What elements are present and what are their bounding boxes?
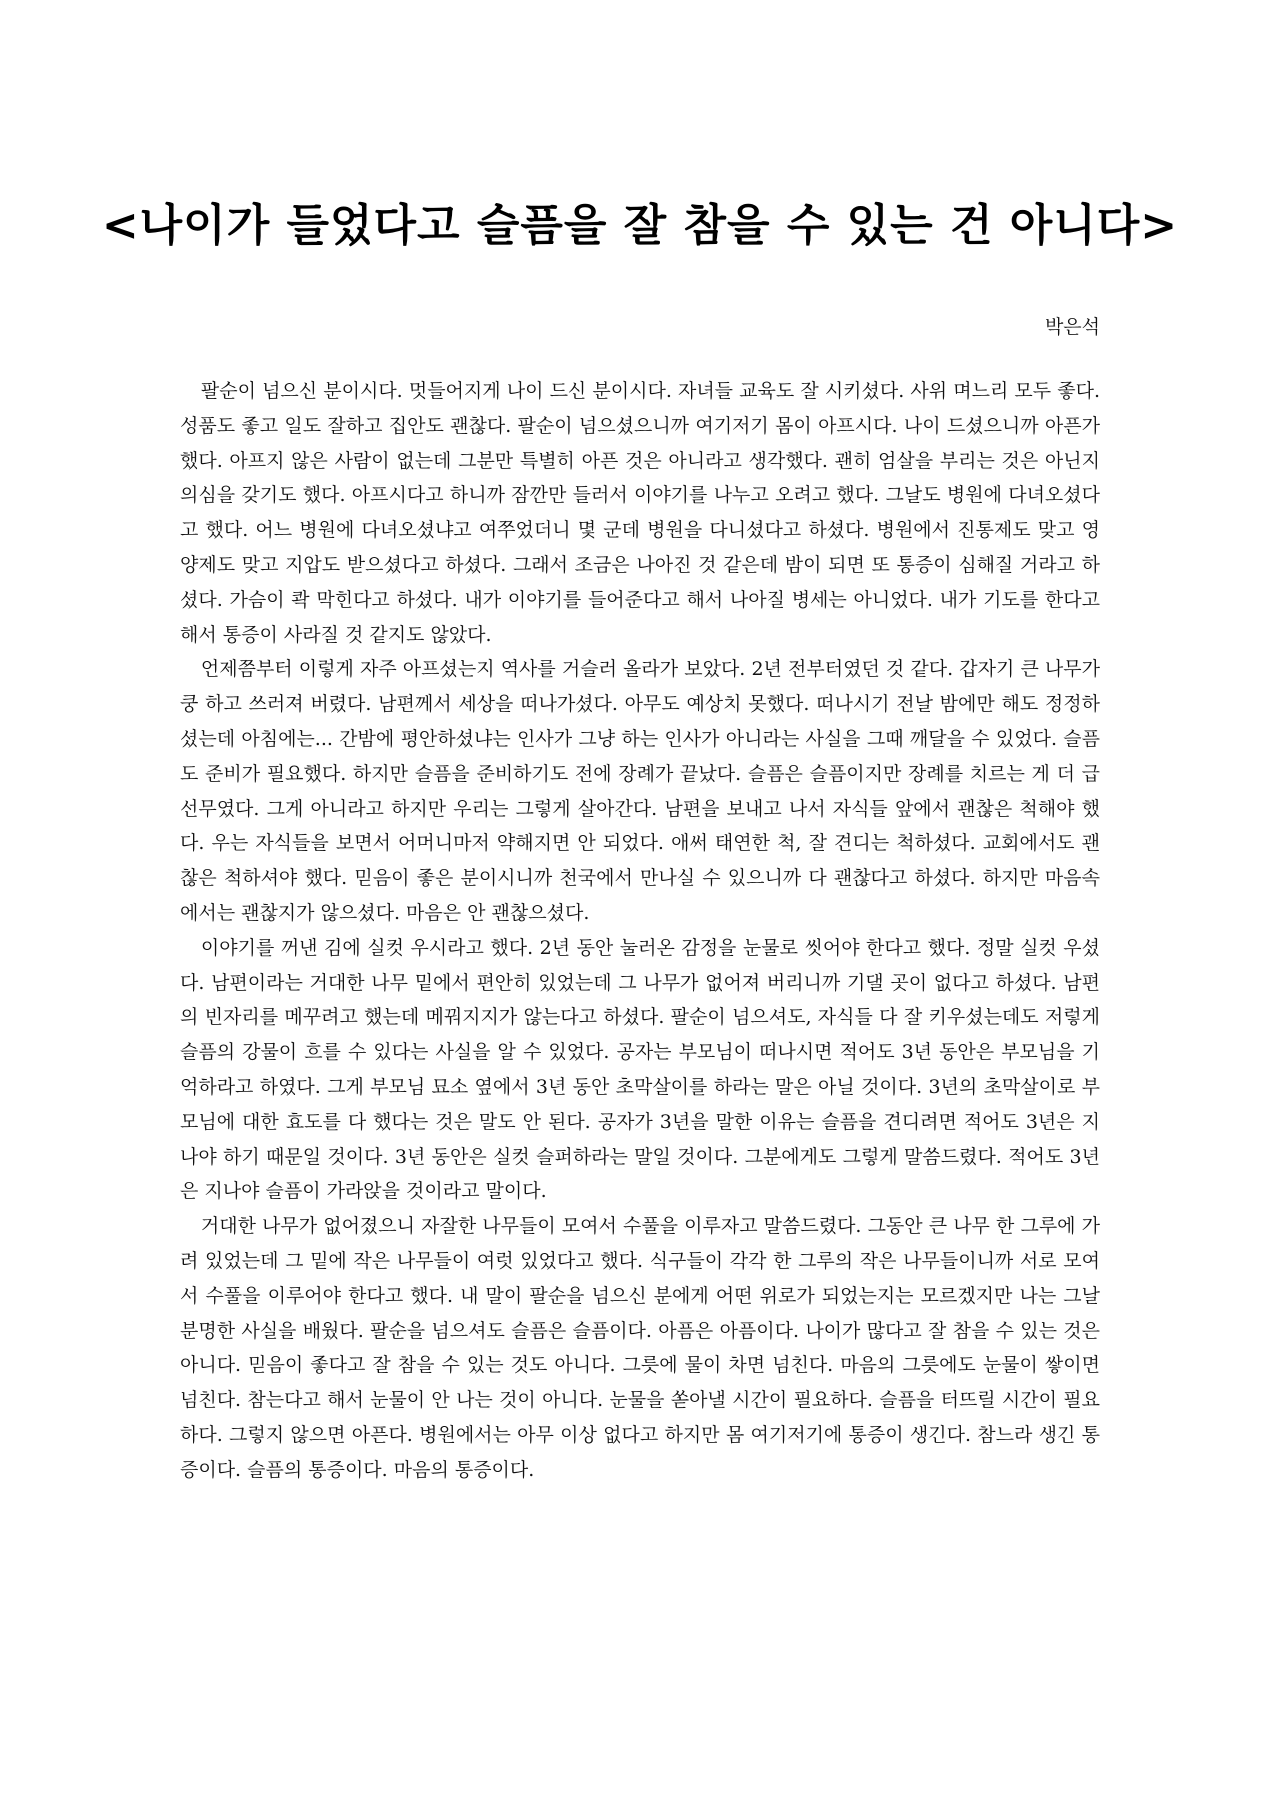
paragraph-1: 팔순이 넘으신 분이시다. 멋들어지게 나이 드신 분이시다. 자녀들 교육도 잘 시키셨다. 사위 며느리 모두 좋다. 성품도 좋고 일도 잘하고 집안도 괜찮다. 팔순이 넘으셨으니까 여기저기 몸이 아프시다. 나이 드셨으니까 아픈가 했다. 아프지 않은 사람이 없는데 그분만 특별히 아픈 것은 아니라고 생각했다. 괜히 엄살을 부리는 것은 아닌지 의심을 갖기도 했다. 아프시다고 하니까 잠깐만 들러서 이야기를 나누고 오려고 했다. 그날도 병원에 다녀오셨다고 했다. 어느 병원에 다녀오셨냐고 여쭈었더니 몇 군데 병원을 다니셨다고 하셨다. 병원에서 진통제도 맞고 영양제도 맞고 지압도 받으셨다고 하셨다. 그래서 조금은 나아진 것 같은데 밤이 되면 또 통증이 심해질 거라고 하셨다. 가슴이 콱 막힌다고 하셨다. 내가 이야기를 들어준다고 해서 나아질 병세는 아니었다. 내가 기도를 한다고 해서 통증이 사라질 것 같지도 않았다. <box>180 380 1100 646</box>
paragraph-4: 거대한 나무가 없어졌으니 자잘한 나무들이 모여서 수풀을 이루자고 말씀드렸다. 그동안 큰 나무 한 그루에 가려 있었는데 그 밑에 작은 나무들이 여럿 있었다고 했다. 식구들이 각각 한 그루의 작은 나무들이니까 서로 모여서 수풀을 이루어야 한다고 했다. 내 말이 팔순을 넘으신 분에게 어떤 위로가 되었는지는 모르겠지만 나는 그날 분명한 사실을 배웠다. 팔순을 넘으셔도 슬픔은 슬픔이다. 아픔은 아픔이다. 나이가 많다고 잘 참을 수 있는 것은 아니다. 믿음이 좋다고 잘 참을 수 있는 것도 아니다. 그릇에 물이 차면 넘친다. 마음의 그릇에도 눈물이 쌓이면 넘친다. 참는다고 해서 눈물이 안 나는 것이 아니다. 눈물을 쏟아낼 시간이 필요하다. 슬픔을 터뜨릴 시간이 필요하다. 그렇지 않으면 아픈다. 병원에서는 아무 이상 없다고 하지만 몸 여기저기에 통증이 생긴다. 참느라 생긴 통증이다. 슬픔의 통증이다. 마음의 통증이다. <box>180 1215 1100 1481</box>
essay-body <box>180 374 1100 1488</box>
author-name: 박은석 <box>1044 316 1100 338</box>
document-title: <나이가 들었다고 슬픔을 잘 참을 수 있는 건 아니다> <box>101 200 1179 251</box>
paragraph-2: 언제쯤부터 이렇게 자주 아프셨는지 역사를 거슬러 올라가 보았다. 2년 전부터였던 것 같다. 갑자기 큰 나무가 쿵 하고 쓰러져 버렸다. 남편께서 세상을 떠나가셨다. 아무도 예상치 못했다. 떠나시기 전날 밤에만 해도 정정하셨는데 아침에는... 간밤에 평안하셨냐는 인사가 그냥 하는 인사가 아니라는 사실을 그때 깨달을 수 있었다. 슬픔도 준비가 필요했다. 하지만 슬픔을 준비하기도 전에 장례가 끝났다. 슬픔은 슬픔이지만 장례를 치르는 게 더 급선무였다. 그게 아니라고 하지만 우리는 그렇게 살아간다. 남편을 보내고 나서 자식들 앞에서 괜찮은 척해야 했다. 우는 자식들을 보면서 어머니마저 약해지면 안 되었다. 애써 태연한 척, 잘 견디는 척하셨다. 교회에서도 괜찮은 척하셔야 했다. 믿음이 좋은 분이시니까 천국에서 만나실 수 있으니까 다 괜찮다고 하셨다. 하지만 마음속에서는 괜찮지가 않으셨다. 마음은 안 괜찮으셨다. <box>180 658 1100 924</box>
paragraph-3: 이야기를 꺼낸 김에 실컷 우시라고 했다. 2년 동안 눌러온 감정을 눈물로 씻어야 한다고 했다. 정말 실컷 우셨다. 남편이라는 거대한 나무 밑에서 편안히 있었는데 그 나무가 없어져 버리니까 기댈 곳이 없다고 하셨다. 남편의 빈자리를 메꾸려고 했는데 메꿔지지가 않는다고 하셨다. 팔순이 넘으셔도, 자식들 다 잘 키우셨는데도 저렇게 슬픔의 강물이 흐를 수 있다는 사실을 알 수 있었다. 공자는 부모님이 떠나시면 적어도 3년 동안은 부모님을 기억하라고 하였다. 그게 부모님 묘소 옆에서 3년 동안 초막살이를 하라는 말은 아닐 것이다. 3년의 초막살이로 부모님에 대한 효도를 다 했다는 것은 말도 안 된다. 공자가 3년을 말한 이유는 슬픔을 견디려면 적어도 3년은 지나야 하기 때문일 것이다. 3년 동안은 실컷 슬퍼하라는 말일 것이다. 그분에게도 그렇게 말씀드렸다. 적어도 3년은 지나야 슬픔이 가라앉을 것이라고 말이다. <box>180 936 1100 1203</box>
